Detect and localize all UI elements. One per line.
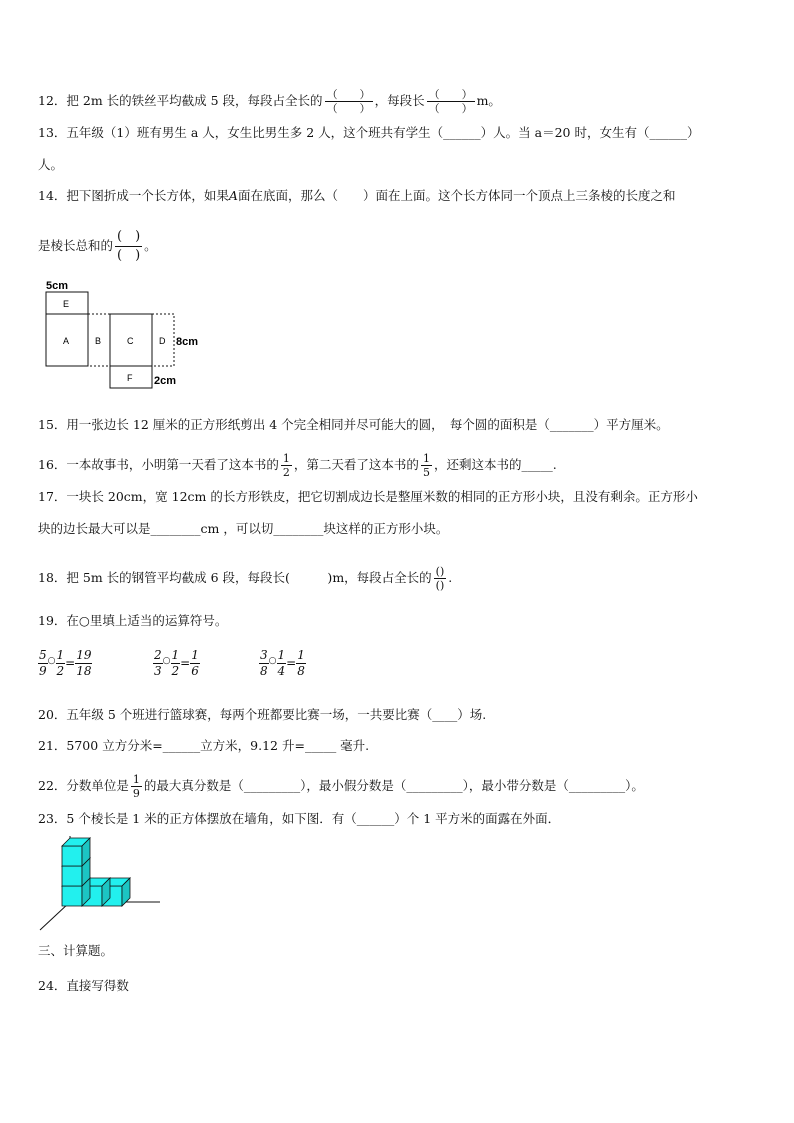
answer-fraction[interactable]: [434, 565, 447, 592]
operator-circle[interactable]: ○: [162, 656, 171, 666]
operator-expression-3: [259, 648, 306, 679]
fraction-numerator: （ ）: [428, 88, 473, 101]
fraction-denominator: 2: [282, 466, 290, 479]
question-text: 是棱长总和的: [38, 238, 114, 253]
fraction-denominator: 6: [191, 664, 199, 678]
cuboid-net-diagram: [40, 278, 220, 390]
fraction-numerator: 1: [422, 452, 430, 465]
question-number: 18．: [38, 570, 67, 585]
equals-sign: =: [65, 656, 76, 670]
question-number: 24．: [38, 978, 67, 993]
equals-sign: =: [180, 656, 191, 670]
face-label-b: B: [95, 336, 102, 346]
fraction-denominator: 18: [76, 664, 92, 678]
question-text: 直接写得数: [66, 978, 129, 993]
question-19: [38, 612, 227, 630]
question-text: 人。: [38, 157, 64, 172]
fraction-denominator: 9: [132, 787, 140, 800]
question-13-line-2: [38, 156, 63, 174]
answer-fraction-1[interactable]: [325, 88, 373, 115]
face-label-d: D: [159, 336, 166, 346]
face-label-f: F: [127, 373, 133, 383]
question-14-line-2: [38, 228, 157, 265]
question-13: [38, 124, 699, 142]
dim-label-bottom: 2cm: [154, 375, 177, 387]
answer-fraction[interactable]: [115, 228, 142, 265]
fraction-denominator: （ ）: [428, 102, 473, 115]
section-3-heading: [38, 942, 113, 960]
operator-expression-2: [153, 648, 200, 679]
fraction-denominator: (): [435, 579, 445, 592]
fraction-numerator: 1: [297, 648, 305, 662]
question-23: [38, 810, 560, 828]
fraction-numerator: (): [435, 565, 445, 578]
question-text: m。: [476, 93, 501, 108]
fraction-denominator: 2: [171, 664, 180, 678]
question-text: 五年级（1）班有男生 a 人，女生比男生多 2 人，这个班共有学生（______）人。当 a＝20 时，女生有（______）: [66, 125, 700, 140]
equals-sign: =: [286, 656, 297, 670]
question-text: ，第二天看了这本书的: [293, 457, 419, 472]
question-16: [38, 452, 557, 479]
fraction-denominator: （ ）: [326, 102, 371, 115]
operator-circle[interactable]: ○: [47, 656, 56, 666]
face-label-c: C: [127, 336, 134, 346]
question-14: [38, 187, 675, 205]
question-18: [38, 565, 452, 592]
question-text: 把 2m 长的铁丝平均截成 5 段，每段占全长的: [66, 93, 323, 108]
section-title: 三、计算题。: [38, 943, 114, 958]
operator-expression-1: [38, 648, 92, 679]
operator-circle[interactable]: ○: [268, 656, 277, 666]
fraction-denominator: 8: [260, 664, 268, 678]
question-number: 15．: [38, 417, 67, 432]
question-number: 14．: [38, 188, 67, 203]
question-text: 把 5m 长的钢管平均截成 6 段，每段长( )m，每段占全长的: [66, 570, 432, 585]
question-12: [38, 88, 501, 115]
question-text: 的最大真分数是（_________），最小假分数是（_________），最小带分数是（_________）。: [143, 778, 644, 793]
question-number: 22．: [38, 778, 67, 793]
question-text: 用一张边长 12 厘米的正方形纸剪出 4 个完全相同并尽可能大的圆， 每个圆的面积是（_______）平方厘米。: [66, 417, 669, 432]
question-text: 在○里填上适当的运算符号。: [66, 613, 228, 628]
fraction-numerator: 1: [282, 452, 290, 465]
question-number: 12．: [38, 93, 67, 108]
question-number: 23．: [38, 811, 67, 826]
fraction-numerator: 1: [171, 648, 180, 662]
dim-label-top: 5cm: [46, 280, 69, 292]
fraction-one-fifth: [421, 452, 432, 479]
fraction-numerator: 1: [56, 648, 65, 662]
question-number: 21．: [38, 738, 67, 753]
question-17: [38, 488, 698, 506]
question-number: 20．: [38, 707, 67, 722]
question-text: 5 个棱长是 1 米的正方体摆放在墙角，如下图．有（______）个 1 平方米的面露在外面．: [66, 811, 561, 826]
fraction-numerator: 1: [277, 648, 286, 662]
question-22: [38, 773, 644, 800]
fraction-denominator: 9: [39, 664, 47, 678]
fraction-one-half: [281, 452, 292, 479]
question-15: [38, 416, 669, 434]
question-text: ，每段长: [374, 93, 425, 108]
dim-label-right: 8cm: [176, 336, 199, 348]
fraction-denominator: 3: [154, 664, 162, 678]
fraction-numerator: 1: [191, 648, 199, 662]
fraction-numerator: 19: [76, 648, 92, 662]
fraction-denominator: 4: [277, 664, 286, 678]
face-label-a: A: [63, 336, 70, 346]
question-text: 5700 立方分米=______立方米，9.12 升=_____ 毫升.: [66, 738, 370, 753]
fraction-denominator: ( ): [117, 248, 141, 263]
question-text: .: [448, 570, 453, 585]
question-text: 面在底面，那么（ ）面在上面。这个长方体同一个顶点上三条棱的长度之和: [237, 188, 676, 203]
question-17-line-2: [38, 520, 448, 538]
fraction-denominator: 8: [297, 664, 305, 678]
answer-fraction-2[interactable]: [427, 88, 475, 115]
cube-stack-3: [62, 838, 90, 866]
question-number: 13．: [38, 125, 67, 140]
fraction-denominator: 2: [56, 664, 65, 678]
question-21: [38, 737, 369, 755]
question-number: 16．: [38, 457, 67, 472]
fraction-numerator: 1: [132, 773, 140, 786]
fraction-numerator: 2: [154, 648, 162, 662]
question-text: ，还剩这本书的_____.: [433, 457, 557, 472]
question-text: 一本故事书，小明第一天看了这本书的: [66, 457, 279, 472]
question-text: 五年级 5 个班进行篮球赛，每两个班都要比赛一场，一共要比赛（____）场.: [66, 707, 487, 722]
question-24: [38, 977, 129, 995]
question-number: 17．: [38, 489, 67, 504]
question-text: 。: [144, 238, 157, 253]
face-label-a: A: [228, 188, 238, 203]
fraction-numerator: 5: [39, 648, 47, 662]
fraction-denominator: 5: [422, 466, 430, 479]
question-text: 把下图折成一个长方体，如果: [66, 188, 229, 203]
face-label-e: E: [63, 299, 70, 309]
question-text: 一块长 20cm，宽 12cm 的长方形铁皮，把它切割成边长是整厘米数的相同的正方形小块，且没有剩余。正方形小: [66, 489, 698, 504]
fraction-numerator: 3: [260, 648, 268, 662]
question-number: 19．: [38, 613, 67, 628]
question-text: 分数单位是: [66, 778, 129, 793]
question-text: 块的边长最大可以是________cm ，可以切________块这样的正方形小块。: [38, 521, 449, 536]
fraction-numerator: ( ): [115, 228, 142, 247]
cube-corner-diagram: [38, 836, 162, 932]
question-20: [38, 706, 486, 724]
fraction-one-ninth: [131, 773, 142, 800]
fraction-numerator: （ ）: [326, 88, 371, 101]
